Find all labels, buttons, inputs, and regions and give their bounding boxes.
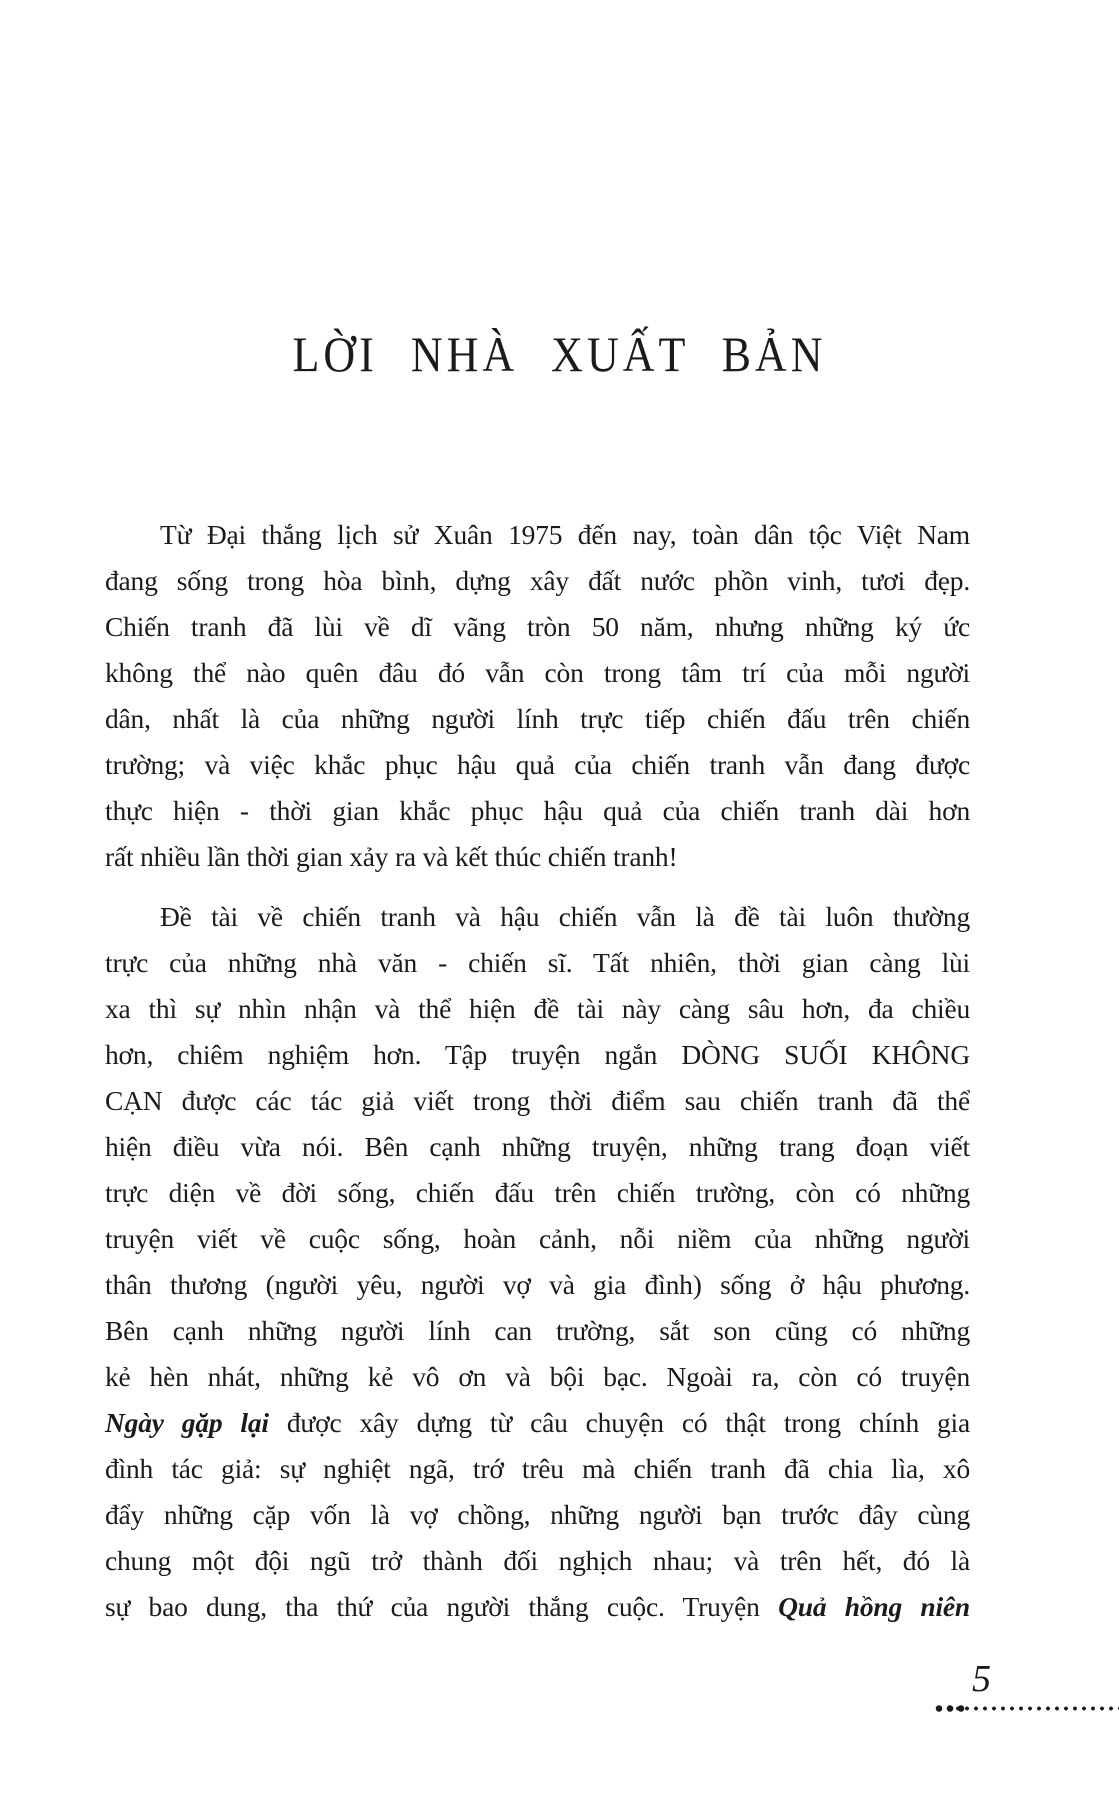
text-line bbox=[105, 1446, 970, 1492]
text-line bbox=[105, 1032, 970, 1078]
text-run: xa thì sự nhìn nhận và thể hiện đề tài này càng sâu hơn, đa chiều bbox=[105, 993, 970, 1024]
text-line bbox=[105, 650, 970, 696]
text-line bbox=[105, 940, 970, 986]
text-line bbox=[105, 1078, 970, 1124]
page-number: 5 bbox=[972, 1658, 991, 1700]
text-run: CẠN được các tác giả viết trong thời điểm sau chiến tranh đã thể bbox=[105, 1085, 970, 1116]
emphasized-text-run: Ngày gặp lại bbox=[105, 1407, 269, 1438]
paragraph bbox=[105, 894, 970, 1630]
text-run: truyện viết về cuộc sống, hoàn cảnh, nỗi niềm của những người bbox=[105, 1223, 970, 1254]
text-run: sự bao dung, tha thứ của người thắng cuộc. Truyện bbox=[105, 1591, 779, 1622]
text-run: Bên cạnh những người lính can trường, sắt son cũng có những bbox=[105, 1315, 970, 1346]
page-title: LỜI NHÀ XUẤT BẢN bbox=[292, 327, 827, 382]
text-line bbox=[105, 1492, 970, 1538]
text-line bbox=[105, 1400, 970, 1446]
text-run: thực hiện - thời gian khắc phục hậu quả của chiến tranh dài hơn bbox=[105, 795, 970, 826]
text-line bbox=[105, 1216, 970, 1262]
text-line bbox=[105, 1124, 970, 1170]
text-line bbox=[105, 1308, 970, 1354]
text-run: trực của những nhà văn - chiến sĩ. Tất nhiên, thời gian càng lùi bbox=[105, 947, 970, 978]
text-run: Chiến tranh đã lùi về dĩ vãng tròn 50 năm, nhưng những ký ức bbox=[105, 611, 970, 642]
text-run: trường; và việc khắc phục hậu quả của chiến tranh vẫn đang được bbox=[105, 749, 970, 780]
text-run: kẻ hèn nhát, những kẻ vô ơn và bội bạc. Ngoài ra, còn có truyện bbox=[105, 1361, 970, 1392]
text-run: hiện điều vừa nói. Bên cạnh những truyện, những trang đoạn viết bbox=[105, 1131, 970, 1162]
text-run: đẩy những cặp vốn là vợ chồng, những người bạn trước đây cùng bbox=[105, 1499, 970, 1530]
text-run: chung một đội ngũ trở thành đối nghịch nhau; và trên hết, đó là bbox=[105, 1545, 970, 1576]
text-run: dân, nhất là của những người lính trực tiếp chiến đấu trên chiến bbox=[105, 703, 970, 734]
text-line bbox=[105, 558, 970, 604]
dotted-leader bbox=[936, 1704, 1119, 1713]
text-line bbox=[105, 834, 970, 880]
text-line bbox=[105, 894, 970, 940]
text-run: được xây dựng từ câu chuyện có thật trong chính gia bbox=[268, 1407, 970, 1438]
text-run: đình tác giả: sự nghiệt ngã, trớ trêu mà chiến tranh đã chia lìa, xô bbox=[105, 1453, 970, 1484]
paragraph bbox=[105, 512, 970, 880]
text-line bbox=[105, 742, 970, 788]
text-line bbox=[105, 1262, 970, 1308]
body-text bbox=[105, 512, 970, 1644]
text-line bbox=[105, 986, 970, 1032]
text-run: hơn, chiêm nghiệm hơn. Tập truyện ngắn DÒNG SUỐI KHÔNG bbox=[105, 1039, 970, 1070]
text-run: Từ Đại thắng lịch sử Xuân 1975 đến nay, toàn dân tộc Việt Nam bbox=[160, 519, 970, 550]
text-run: rất nhiều lần thời gian xảy ra và kết thúc chiến tranh! bbox=[105, 841, 678, 872]
text-run: không thể nào quên đâu đó vẫn còn trong tâm trí của mỗi người bbox=[105, 657, 970, 688]
text-line bbox=[105, 788, 970, 834]
text-run: thân thương (người yêu, người vợ và gia đình) sống ở hậu phương. bbox=[105, 1269, 970, 1300]
text-run: Đề tài về chiến tranh và hậu chiến vẫn là đề tài luôn thường bbox=[160, 901, 970, 932]
text-line bbox=[105, 696, 970, 742]
text-line bbox=[105, 512, 970, 558]
text-run: trực diện về đời sống, chiến đấu trên chiến trường, còn có những bbox=[105, 1177, 970, 1208]
text-line bbox=[105, 1354, 970, 1400]
text-line bbox=[105, 1584, 970, 1630]
text-line bbox=[105, 1538, 970, 1584]
emphasized-text-run: Quả hồng niên bbox=[778, 1591, 970, 1622]
text-line bbox=[105, 604, 970, 650]
text-line bbox=[105, 1170, 970, 1216]
text-run: đang sống trong hòa bình, dựng xây đất nước phồn vinh, tươi đẹp. bbox=[105, 565, 970, 596]
